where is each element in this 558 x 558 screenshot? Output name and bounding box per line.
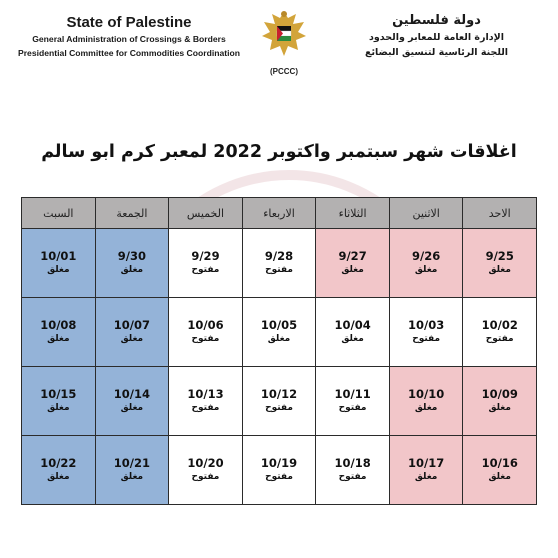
day-date: 10/12 (260, 387, 298, 401)
day-cell (316, 229, 390, 298)
day-cell (463, 229, 537, 298)
day-date: 10/20 (187, 456, 224, 470)
day-date: 10/14 (113, 387, 151, 401)
crossing-status: مفتوح (338, 403, 367, 413)
day-date: 10/21 (113, 456, 151, 470)
day-date: 10/09 (481, 387, 518, 401)
crossing-status: مفتوح (412, 334, 441, 344)
day-cell (463, 298, 537, 367)
state-name-en: State of Palestine (66, 14, 192, 31)
day-date: 9/28 (264, 249, 294, 263)
weekday-header: الاحد (463, 198, 537, 229)
crossing-status: مغلق (414, 403, 438, 413)
day-date: 10/03 (408, 318, 445, 332)
day-date: 10/08 (40, 318, 77, 332)
day-date: 10/02 (481, 318, 518, 332)
day-date: 10/15 (40, 387, 77, 401)
weekday-header: الخميس (169, 198, 243, 229)
weekday-header: السبت (22, 198, 96, 229)
day-cell (22, 298, 96, 367)
crossing-status: مغلق (488, 265, 511, 275)
day-date: 10/10 (408, 387, 445, 401)
crossing-status: مفتوح (265, 472, 293, 482)
crossing-status: مغلق (47, 403, 70, 413)
day-cell (389, 229, 463, 298)
crossing-status: مغلق (414, 265, 438, 275)
crossing-status: مغلق (47, 472, 70, 482)
day-date: 10/04 (334, 318, 371, 332)
weekday-header: الجمعة (95, 198, 169, 229)
state-name-ar: دولة فلسطين (392, 13, 481, 28)
day-date: 10/17 (408, 456, 445, 470)
day-cell (22, 229, 96, 298)
page-title: اغلاقات شهر سبتمبر واكتوبر 2022 لمعبر كرم ابو سالم (41, 142, 517, 162)
arabic-letterhead (329, 12, 544, 60)
day-date: 9/25 (485, 249, 514, 263)
day-date: 10/01 (40, 249, 77, 263)
crossing-status: مغلق (488, 472, 511, 482)
day-cell (316, 298, 390, 367)
day-date: 9/29 (191, 249, 220, 263)
crossing-status: مغلق (341, 334, 364, 344)
day-date: 10/06 (187, 318, 224, 332)
weekday-header-row (22, 198, 537, 229)
crossing-status: مفتوح (191, 334, 220, 344)
week-row (22, 298, 537, 367)
weekday-header: الثلاثاء (316, 198, 390, 229)
crossing-status: مفتوح (265, 403, 293, 413)
crossing-status: مفتوح (191, 472, 220, 482)
palestine-eagle-emblem (258, 6, 310, 78)
day-cell (95, 229, 169, 298)
week-row (22, 229, 537, 298)
day-cell (169, 436, 243, 505)
day-cell (242, 229, 316, 298)
day-cell (95, 298, 169, 367)
day-date: 10/11 (334, 387, 371, 401)
day-cell (316, 367, 390, 436)
day-cell (463, 436, 537, 505)
day-date: 10/19 (260, 456, 298, 470)
day-cell (95, 436, 169, 505)
day-cell (95, 367, 169, 436)
crossing-status: مغلق (47, 334, 70, 344)
crossing-status: مغلق (120, 472, 144, 482)
day-cell (169, 298, 243, 367)
day-cell (389, 436, 463, 505)
day-cell (316, 436, 390, 505)
administration-name-ar: الإدارة العامة للمعابر والحدود (369, 32, 504, 43)
day-cell (169, 229, 243, 298)
committee-name-en: Presidential Committee for Commodities Coordination (17, 48, 241, 58)
crossing-status: مغلق (47, 265, 70, 275)
day-date: 10/22 (40, 456, 77, 470)
day-date: 9/27 (338, 249, 367, 263)
week-row (22, 367, 537, 436)
crossing-status: مغلق (267, 334, 291, 344)
day-date: 9/30 (117, 249, 147, 263)
letterhead (0, 0, 558, 80)
crossing-status: مغلق (488, 403, 511, 413)
day-cell (389, 298, 463, 367)
day-date: 10/16 (481, 456, 518, 470)
day-cell (22, 367, 96, 436)
crossing-status: مغلق (120, 334, 144, 344)
day-cell (242, 436, 316, 505)
day-date: 10/13 (187, 387, 224, 401)
crossing-status: مفتوح (265, 265, 293, 275)
crossing-status: مفتوح (338, 472, 367, 482)
day-date: 9/26 (412, 249, 441, 263)
day-cell (169, 367, 243, 436)
crossing-status: مفتوح (191, 403, 220, 413)
weekday-header: الاربعاء (242, 198, 316, 229)
day-cell (242, 367, 316, 436)
day-date: 10/07 (113, 318, 151, 332)
crossing-status: مفتوح (191, 265, 220, 275)
crossing-status: مغلق (120, 265, 144, 275)
weekday-header: الاثنين (389, 198, 463, 229)
day-cell (242, 298, 316, 367)
day-cell (22, 436, 96, 505)
day-date: 10/05 (260, 318, 298, 332)
day-cell (463, 367, 537, 436)
day-date: 10/18 (334, 456, 371, 470)
english-letterhead (14, 14, 244, 60)
day-cell (389, 367, 463, 436)
crossing-status: مغلق (341, 265, 364, 275)
eagle-emblem-icon (258, 6, 310, 66)
administration-name-en: General Administration of Crossings & Borders (32, 34, 226, 44)
crossing-status: مغلق (414, 472, 438, 482)
calendar-body (22, 229, 537, 505)
logo-caption: (PCCC) (270, 67, 298, 76)
crossing-closure-calendar (21, 197, 537, 505)
crossing-status: مغلق (120, 403, 144, 413)
crossing-status: مفتوح (485, 334, 514, 344)
committee-name-ar: اللجنة الرئاسية لتنسيق البضائع (364, 47, 509, 58)
week-row (22, 436, 537, 505)
